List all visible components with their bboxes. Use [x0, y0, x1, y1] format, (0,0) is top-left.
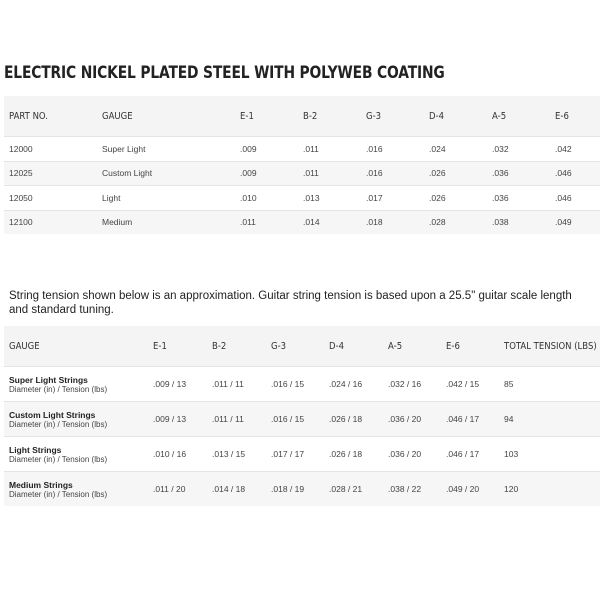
- value-cell: .009: [240, 161, 303, 186]
- col-header-e6: E-6: [446, 326, 504, 367]
- table-row: [4, 472, 600, 507]
- value-cell: .013: [303, 186, 366, 211]
- col-header-g3: G-3: [271, 326, 329, 367]
- value-cell: .026: [429, 186, 492, 211]
- value-cell: .032: [492, 137, 555, 162]
- value-cell: .010 / 16: [153, 437, 212, 472]
- col-header-e1: E-1: [240, 96, 303, 137]
- string-set-units: Diameter (in) / Tension (lbs): [9, 454, 108, 464]
- gauge-table: [4, 96, 600, 234]
- col-header-e6: E-6: [555, 96, 600, 137]
- value-cell: .049: [555, 210, 600, 234]
- part-no-cell: 12000: [4, 137, 102, 162]
- col-header-e1: E-1: [153, 326, 212, 367]
- value-cell: .018: [366, 210, 429, 234]
- value-cell: .013 / 15: [212, 437, 271, 472]
- string-set-units: Diameter (in) / Tension (lbs): [9, 384, 108, 394]
- value-cell: .014 / 18: [212, 472, 271, 507]
- string-set-name: Light Strings: [9, 444, 62, 455]
- col-header-d4: D-4: [429, 96, 492, 137]
- value-cell: .009 / 13: [153, 367, 212, 402]
- value-cell: .010: [240, 186, 303, 211]
- table-row: [4, 437, 600, 472]
- value-cell: .036 / 20: [388, 437, 446, 472]
- total-tension-cell: 103: [504, 437, 600, 472]
- value-cell: .026 / 18: [329, 437, 388, 472]
- total-tension-cell: 85: [504, 367, 600, 402]
- col-header-part-no: PART NO.: [4, 96, 102, 137]
- table-row: [4, 402, 600, 437]
- col-header-d4: D-4: [329, 326, 388, 367]
- value-cell: .042: [555, 137, 600, 162]
- string-set-name: Super Light Strings: [9, 374, 88, 385]
- col-header-b2: B-2: [303, 96, 366, 137]
- value-cell: .016: [366, 161, 429, 186]
- value-cell: .011 / 11: [212, 367, 271, 402]
- value-cell: .011: [303, 137, 366, 162]
- table-row: [4, 161, 600, 186]
- value-cell: .049 / 20: [446, 472, 504, 507]
- value-cell: .017 / 17: [271, 437, 329, 472]
- string-set-cell: [4, 437, 153, 472]
- total-tension-cell: 120: [504, 472, 600, 507]
- string-set-name: Medium Strings: [9, 479, 73, 490]
- value-cell: .011: [240, 210, 303, 234]
- gauge-table-header: [4, 96, 600, 137]
- value-cell: .011: [303, 161, 366, 186]
- col-header-gauge: GAUGE: [4, 326, 153, 367]
- value-cell: .032 / 16: [388, 367, 446, 402]
- value-cell: .046: [555, 186, 600, 211]
- value-cell: .036 / 20: [388, 402, 446, 437]
- string-set-cell: [4, 402, 153, 437]
- col-header-a5: A-5: [388, 326, 446, 367]
- string-set-units: Diameter (in) / Tension (lbs): [9, 489, 108, 499]
- table-row: [4, 137, 600, 162]
- table-row: [4, 210, 600, 234]
- value-cell: .009: [240, 137, 303, 162]
- gauge-cell: Light: [102, 186, 240, 211]
- value-cell: .036: [492, 186, 555, 211]
- value-cell: .016: [366, 137, 429, 162]
- value-cell: .036: [492, 161, 555, 186]
- value-cell: .009 / 13: [153, 402, 212, 437]
- value-cell: .011 / 11: [212, 402, 271, 437]
- gauge-cell: Medium: [102, 210, 240, 234]
- value-cell: .017: [366, 186, 429, 211]
- table-row: [4, 186, 600, 211]
- value-cell: .046: [555, 161, 600, 186]
- value-cell: .028: [429, 210, 492, 234]
- tension-note: String tension shown below is an approximation. Guitar string tension is based upon a 25.5" guitar scale length and standard tuning.: [9, 290, 572, 316]
- value-cell: .024 / 16: [329, 367, 388, 402]
- value-cell: .038: [492, 210, 555, 234]
- string-set-name: Custom Light Strings: [9, 409, 96, 420]
- part-no-cell: 12025: [4, 161, 102, 186]
- part-no-cell: 12050: [4, 186, 102, 211]
- table-row: [4, 367, 600, 402]
- col-header-total-tension: TOTAL TENSION (LBS): [504, 326, 600, 367]
- gauge-cell: Super Light: [102, 137, 240, 162]
- string-set-units: Diameter (in) / Tension (lbs): [9, 419, 108, 429]
- col-header-b2: B-2: [212, 326, 271, 367]
- gauge-cell: Custom Light: [102, 161, 240, 186]
- value-cell: .026: [429, 161, 492, 186]
- value-cell: .026 / 18: [329, 402, 388, 437]
- value-cell: .011 / 20: [153, 472, 212, 507]
- page-title: ELECTRIC NICKEL PLATED STEEL WITH POLYWEB COATING: [4, 63, 445, 82]
- value-cell: .016 / 15: [271, 367, 329, 402]
- col-header-a5: A-5: [492, 96, 555, 137]
- col-header-g3: G-3: [366, 96, 429, 137]
- value-cell: .046 / 17: [446, 402, 504, 437]
- value-cell: .014: [303, 210, 366, 234]
- string-set-cell: [4, 472, 153, 507]
- value-cell: .024: [429, 137, 492, 162]
- total-tension-cell: 94: [504, 402, 600, 437]
- col-header-gauge: GAUGE: [102, 96, 240, 137]
- value-cell: .046 / 17: [446, 437, 504, 472]
- value-cell: .018 / 19: [271, 472, 329, 507]
- value-cell: .042 / 15: [446, 367, 504, 402]
- tension-table-header: [4, 326, 600, 367]
- tension-table: [4, 326, 600, 506]
- value-cell: .016 / 15: [271, 402, 329, 437]
- string-set-cell: [4, 367, 153, 402]
- value-cell: .038 / 22: [388, 472, 446, 507]
- part-no-cell: 12100: [4, 210, 102, 234]
- value-cell: .028 / 21: [329, 472, 388, 507]
